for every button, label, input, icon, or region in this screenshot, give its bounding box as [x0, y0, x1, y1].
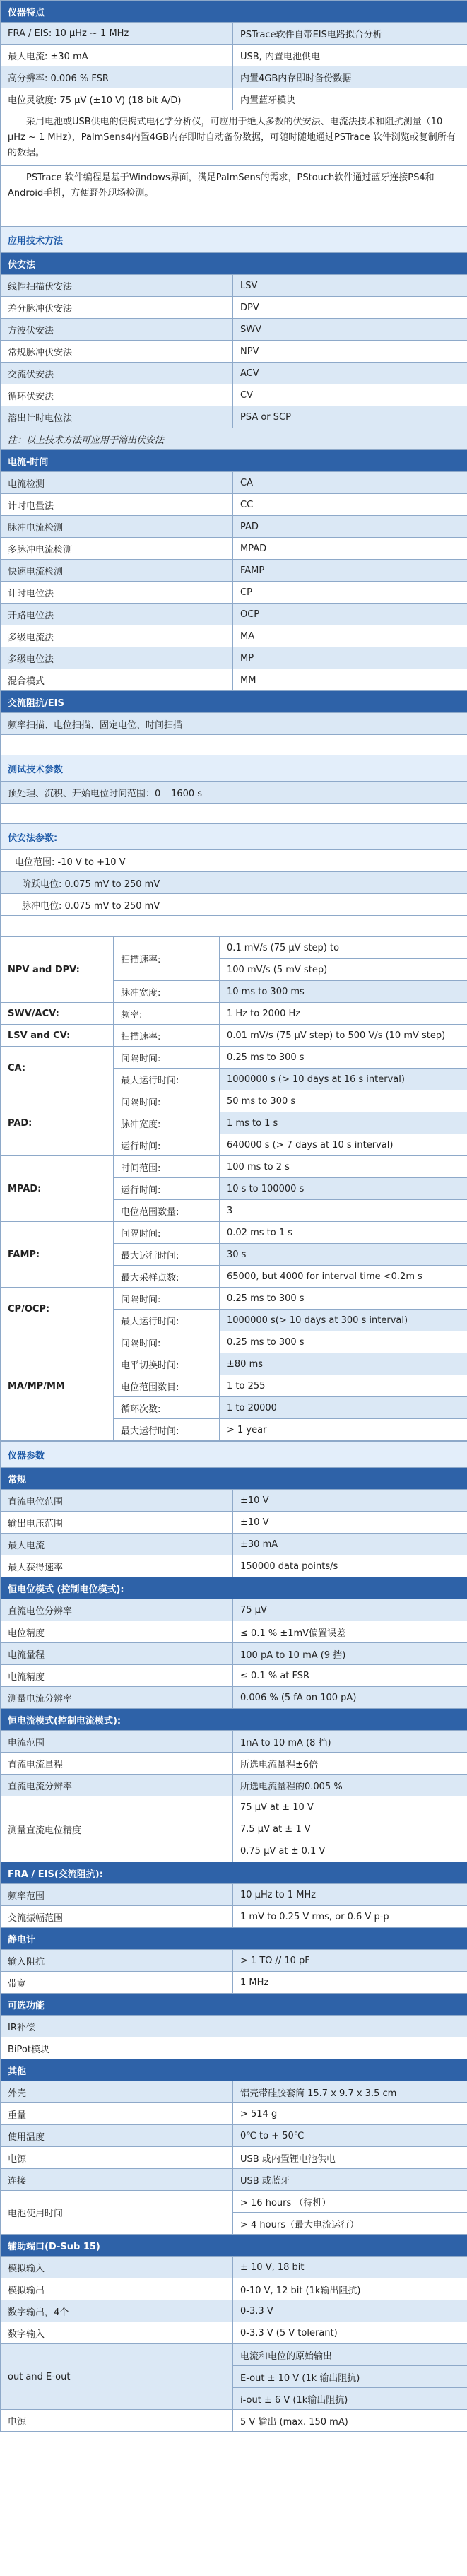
table-row [1, 1090, 467, 1112]
row-label: 电流精度 [1, 1665, 233, 1687]
param-value: 30 s [220, 1244, 467, 1266]
row-label: out and E-out [1, 2344, 233, 2410]
param-label: 间隔时间: [114, 1090, 220, 1112]
row-value: SWV [233, 319, 467, 341]
table-row [1, 1555, 467, 1577]
row-label: 高分辨率: 0.006 % FSR [1, 66, 233, 88]
table-row [1, 2191, 467, 2213]
table-row [1, 2278, 467, 2300]
row-label: FRA / EIS: 10 μHz ~ 1 MHz [1, 23, 233, 45]
row-value: 内置4GB内存即时备份数据 [233, 66, 467, 88]
row-value: PAD [233, 516, 467, 538]
param-label: 电位范围数量: [114, 1200, 220, 1222]
row-label: 测量电流分辨率 [1, 1687, 233, 1709]
table-row [1, 1621, 467, 1643]
table-row [1, 45, 467, 66]
row-label: 直流电位范围 [1, 1490, 233, 1512]
table-row [1, 319, 467, 341]
row-value: 1 mV to 0.25 V rms, or 0.6 V p-p [233, 1906, 467, 1928]
row-value: 所选电流量程的0.005 % [233, 1775, 467, 1796]
table-row [1, 1288, 467, 1310]
param-label: 脉冲宽度: [114, 981, 220, 1003]
param-label: 扫描速率: [114, 1025, 220, 1047]
param-label: 循环次数: [114, 1397, 220, 1419]
param-value: > 1 year [220, 1419, 467, 1441]
row-value: PSA or SCP [233, 406, 467, 428]
table-row [1, 538, 467, 560]
spec-table [0, 936, 467, 1441]
row-label: 输入阻抗 [1, 1950, 233, 1972]
row-label: 多级电位法 [1, 647, 233, 669]
table-row [1, 1972, 467, 1994]
row-value: 0-3.3 V [233, 2300, 467, 2322]
param-value: 50 ms to 300 s [220, 1090, 467, 1112]
table-row [1, 275, 467, 297]
table-row [1, 23, 467, 45]
table-row [1, 1490, 467, 1512]
table-row [1, 1047, 467, 1069]
table-row [1, 1950, 467, 1972]
table-row [1, 1222, 467, 1244]
section-header: 其他 [1, 2059, 467, 2081]
row-value: 电流和电位的原始输出 [233, 2344, 467, 2366]
row-label: 线性扫描伏安法 [1, 275, 233, 297]
table-row [1, 516, 467, 538]
table-row [1, 384, 467, 406]
param-value: 0.25 ms to 300 s [220, 1331, 467, 1353]
param-label: 间隔时间: [114, 1047, 220, 1069]
param-value: 100 ms to 2 s [220, 1156, 467, 1178]
table-row [1, 406, 467, 428]
section-header: 交流阻抗/EIS [1, 691, 467, 713]
method-name: FAMP: [1, 1222, 114, 1288]
row-value: 10 μHz to 1 MHz [233, 1884, 467, 1906]
param-value: 10 ms to 300 ms [220, 981, 467, 1003]
row-label: 差分脉冲伏安法 [1, 297, 233, 319]
row-label: 电源 [1, 2147, 233, 2169]
param-label: 扫描速率: [114, 937, 220, 981]
row-label: 电源 [1, 2410, 233, 2432]
table-row [1, 2125, 467, 2147]
section-header: 恒电流模式(控制电流模式): [1, 1709, 467, 1731]
param-value: 0.1 mV/s (75 μV step) to [220, 937, 467, 959]
row-label: 混合模式 [1, 669, 233, 691]
row-value: OCP [233, 604, 467, 625]
row-value: CV [233, 384, 467, 406]
row-value: MA [233, 625, 467, 647]
param-label: 最大运行时间: [114, 1310, 220, 1331]
voltammetry-param: 脉冲电位: 0.075 mV to 250 mV [1, 894, 467, 916]
section-header: 可选功能 [1, 1994, 467, 2016]
table-row [1, 1156, 467, 1178]
param-value: 1000000 s (> 10 days at 16 s interval) [220, 1069, 467, 1090]
row-value: ≤ 0.1 % at FSR [233, 1665, 467, 1687]
row-value: USB 或蓝牙 [233, 2169, 467, 2191]
table-row [1, 66, 467, 88]
row-label: 直流电流量程 [1, 1753, 233, 1775]
table-row [1, 1331, 467, 1353]
table-row [1, 1906, 467, 1928]
table-row [1, 2410, 467, 2432]
row-label: 最大电流 [1, 1534, 233, 1555]
table-row [1, 937, 467, 959]
table-row [1, 1599, 467, 1621]
param-value: 10 s to 100000 s [220, 1178, 467, 1200]
param-value: 3 [220, 1200, 467, 1222]
table-row [1, 1643, 467, 1665]
row-label: 带宽 [1, 1972, 233, 1994]
row-value: DPV [233, 297, 467, 319]
spacer [1, 804, 467, 824]
row-value: ±30 mA [233, 1534, 467, 1555]
row-label: 电流量程 [1, 1643, 233, 1665]
row-value: 1 MHz [233, 1972, 467, 1994]
param-value: 1 to 255 [220, 1375, 467, 1397]
row-label: 最大电流: ±30 mA [1, 45, 233, 66]
table-row [1, 647, 467, 669]
note-text: 注：以上技术方法可应用于溶出伏安法 [1, 428, 467, 450]
table-row [1, 472, 467, 494]
param-label: 间隔时间: [114, 1288, 220, 1310]
row-label: 使用温度 [1, 2125, 233, 2147]
row-label: 脉冲电流检测 [1, 516, 233, 538]
param-label: 频率: [114, 1003, 220, 1025]
row-value: PSTrace软件自带EIS电路拟合分析 [233, 23, 467, 45]
param-label: 电位范围数目: [114, 1375, 220, 1397]
row-value: MPAD [233, 538, 467, 560]
row-value: 所选电流量程±6倍 [233, 1753, 467, 1775]
table-row [1, 1731, 467, 1753]
param-value: ±80 ms [220, 1353, 467, 1375]
section-header: 测试技术参数 [1, 755, 467, 782]
row-value: 150000 data points/s [233, 1555, 467, 1577]
table-row [1, 669, 467, 691]
param-label: 间隔时间: [114, 1331, 220, 1353]
table-row [1, 560, 467, 582]
row-value: 100 pA to 10 mA (9 挡) [233, 1643, 467, 1665]
section-header: 仪器参数 [1, 1442, 467, 1468]
row-value: ±10 V [233, 1490, 467, 1512]
table-row [1, 1796, 467, 1818]
table-row [1, 1884, 467, 1906]
row-label: 交流伏安法 [1, 363, 233, 384]
param-label: 间隔时间: [114, 1222, 220, 1244]
row-value: > 4 hours（最大电流运行） [233, 2213, 467, 2235]
row-value: USB, 内置电池供电 [233, 45, 467, 66]
param-value: 100 mV/s (5 mV step) [220, 959, 467, 981]
row-label: 多级电流法 [1, 625, 233, 647]
test-params-text: 预处理、沉积、开始电位时间范围：0 – 1600 s [1, 782, 467, 804]
section-header: 恒电位模式 (控制电位模式): [1, 1577, 467, 1599]
row-label: 外壳 [1, 2081, 233, 2103]
row-value: 5 V 输出 (max. 150 mA) [233, 2410, 467, 2432]
row-label: 电池使用时间 [1, 2191, 233, 2235]
table-row [1, 1025, 467, 1047]
eis-text: 频率扫描、电位扫描、固定电位、时间扫描 [1, 713, 467, 735]
table-row [1, 1775, 467, 1796]
row-label: 交流振幅范围 [1, 1906, 233, 1928]
section-header: 伏安法 [1, 253, 467, 275]
row-value: > 16 hours （待机） [233, 2191, 467, 2213]
section-header: 应用技术方法 [1, 227, 467, 253]
section-header: 静电计 [1, 1928, 467, 1950]
row-label: 直流电流分辨率 [1, 1775, 233, 1796]
param-label: 时间范围: [114, 1156, 220, 1178]
param-value: 1 ms to 1 s [220, 1112, 467, 1134]
row-value: MP [233, 647, 467, 669]
param-value: 1 to 20000 [220, 1397, 467, 1419]
param-label: 最大运行时间: [114, 1419, 220, 1441]
option-item: BiPot模块 [1, 2037, 467, 2059]
method-name: MPAD: [1, 1156, 114, 1222]
table-row [1, 2103, 467, 2125]
row-value: FAMP [233, 560, 467, 582]
table-row [1, 297, 467, 319]
method-name: CA: [1, 1047, 114, 1090]
section-header: 仪器特点 [1, 1, 467, 23]
table-row [1, 1534, 467, 1555]
param-label: 脉冲宽度: [114, 1112, 220, 1134]
table-row [1, 2322, 467, 2344]
voltammetry-param: 电位范围: -10 V to +10 V [1, 850, 467, 872]
method-name: MA/MP/MM [1, 1331, 114, 1441]
row-value: CA [233, 472, 467, 494]
row-label: 电流范围 [1, 1731, 233, 1753]
row-label: 连接 [1, 2169, 233, 2191]
method-name: LSV and CV: [1, 1025, 114, 1047]
row-label: 最大获得速率 [1, 1555, 233, 1577]
table-row [1, 625, 467, 647]
table-row [1, 494, 467, 516]
row-value: USB 或内置锂电池供电 [233, 2147, 467, 2169]
row-value: 0-10 V, 12 bit (1k输出阻抗) [233, 2278, 467, 2300]
row-value: ± 10 V, 18 bit [233, 2257, 467, 2278]
row-label: 输出电压范围 [1, 1512, 233, 1534]
param-label: 运行时间: [114, 1134, 220, 1156]
table-row [1, 604, 467, 625]
row-label: 数字输入 [1, 2322, 233, 2344]
row-value: 0℃ to + 50℃ [233, 2125, 467, 2147]
table-row [1, 1753, 467, 1775]
row-label: 溶出计时电位法 [1, 406, 233, 428]
row-label: 循环伏安法 [1, 384, 233, 406]
param-value: 1 Hz to 2000 Hz [220, 1003, 467, 1025]
param-label: 最大运行时间: [114, 1069, 220, 1090]
row-value: 7.5 μV at ± 1 V [233, 1818, 467, 1840]
spec-table [0, 0, 467, 936]
row-value: 75 μV at ± 10 V [233, 1796, 467, 1818]
table-row [1, 2344, 467, 2366]
row-label: 常规脉冲伏安法 [1, 341, 233, 363]
table-row [1, 582, 467, 604]
table-row [1, 2300, 467, 2322]
row-value: MM [233, 669, 467, 691]
row-label: 频率范围 [1, 1884, 233, 1906]
row-label: 开路电位法 [1, 604, 233, 625]
method-name: CP/OCP: [1, 1288, 114, 1331]
row-value: ≤ 0.1 % ±1mV偏置误差 [233, 1621, 467, 1643]
section-header: 伏安法参数: [1, 824, 467, 850]
row-value: 内置蓝牙模块 [233, 88, 467, 110]
section-header: 常规 [1, 1468, 467, 1490]
row-label: 多脉冲电流检测 [1, 538, 233, 560]
method-name: NPV and DPV: [1, 937, 114, 1003]
row-value: NPV [233, 341, 467, 363]
section-header: FRA / EIS(交流阻抗): [1, 1862, 467, 1884]
row-label: 快速电流检测 [1, 560, 233, 582]
row-value: LSV [233, 275, 467, 297]
row-value: CP [233, 582, 467, 604]
param-label: 最大运行时间: [114, 1244, 220, 1266]
table-row [1, 1512, 467, 1534]
param-value: 65000, but 4000 for interval time <0.2m s [220, 1266, 467, 1288]
description-paragraph: PSTrace 软件编程是基于Windows界面，满足PalmSens的需求，PStouch软件通过蓝牙连接PS4和Android手机，方便野外现场检测。 [1, 166, 467, 206]
table-row [1, 1687, 467, 1709]
table-row [1, 341, 467, 363]
spec-table [0, 1441, 467, 2432]
row-value: E-out ± 10 V (1k 输出阻抗) [233, 2366, 467, 2388]
table-row [1, 2081, 467, 2103]
row-value: CC [233, 494, 467, 516]
param-value: 1000000 s(> 10 days at 300 s interval) [220, 1310, 467, 1331]
row-label: 电流检测 [1, 472, 233, 494]
param-value: 0.25 ms to 300 s [220, 1047, 467, 1069]
voltammetry-param: 阶跃电位: 0.075 mV to 250 mV [1, 872, 467, 894]
row-label: 数字输出，4个 [1, 2300, 233, 2322]
row-value: i-out ± 6 V (1k输出阻抗) [233, 2388, 467, 2410]
row-label: 模拟输出 [1, 2278, 233, 2300]
row-value: 75 μV [233, 1599, 467, 1621]
param-value: 640000 s (> 7 days at 10 s interval) [220, 1134, 467, 1156]
param-value: 0.25 ms to 300 s [220, 1288, 467, 1310]
param-value: 0.01 mV/s (75 μV step) to 500 V/s (10 mV step) [220, 1025, 467, 1047]
row-value: ±10 V [233, 1512, 467, 1534]
row-value: > 514 g [233, 2103, 467, 2125]
row-value: > 1 TΩ // 10 pF [233, 1950, 467, 1972]
row-label: 直流电位分辨率 [1, 1599, 233, 1621]
row-value: ACV [233, 363, 467, 384]
table-row [1, 2257, 467, 2278]
row-label: 重量 [1, 2103, 233, 2125]
param-value: 0.02 ms to 1 s [220, 1222, 467, 1244]
option-item: IR补偿 [1, 2016, 467, 2037]
param-label: 运行时间: [114, 1178, 220, 1200]
description-paragraph: 采用电池或USB供电的便携式电化学分析仪，可应用于绝大多数的伏安法、电流法技术和阻抗测量（10 μHz ~ 1 MHz），PalmSens4内置4GB内存即时自动备份数据，可随时随地通过PSTrace 软件浏览或复制所有的数据。 [1, 110, 467, 166]
table-row [1, 1665, 467, 1687]
row-value: 0.75 μV at ± 0.1 V [233, 1840, 467, 1862]
param-label: 电平切换时间: [114, 1353, 220, 1375]
table-row [1, 2147, 467, 2169]
param-label: 最大采样点数: [114, 1266, 220, 1288]
spacer [1, 916, 467, 936]
row-value: 0.006 % (5 fA on 100 pA) [233, 1687, 467, 1709]
row-value: 0-3.3 V (5 V tolerant) [233, 2322, 467, 2344]
row-label: 模拟输入 [1, 2257, 233, 2278]
table-row [1, 1003, 467, 1025]
row-label: 方波伏安法 [1, 319, 233, 341]
row-label: 计时电量法 [1, 494, 233, 516]
method-name: SWV/ACV: [1, 1003, 114, 1025]
table-row [1, 363, 467, 384]
row-label: 电位精度 [1, 1621, 233, 1643]
section-header: 辅助端口(D-Sub 15) [1, 2235, 467, 2257]
row-value: 1nA to 10 mA (8 挡) [233, 1731, 467, 1753]
section-header: 电流-时间 [1, 450, 467, 472]
table-row [1, 2169, 467, 2191]
row-label: 电位灵敏度: 75 μV (±10 V) (18 bit A/D) [1, 88, 233, 110]
spacer [1, 206, 467, 227]
method-name: PAD: [1, 1090, 114, 1156]
spacer [1, 735, 467, 755]
row-label: 计时电位法 [1, 582, 233, 604]
table-row [1, 88, 467, 110]
row-value: 铝壳带硅胶套筒 15.7 x 9.7 x 3.5 cm [233, 2081, 467, 2103]
row-label: 测量直流电位精度 [1, 1796, 233, 1862]
